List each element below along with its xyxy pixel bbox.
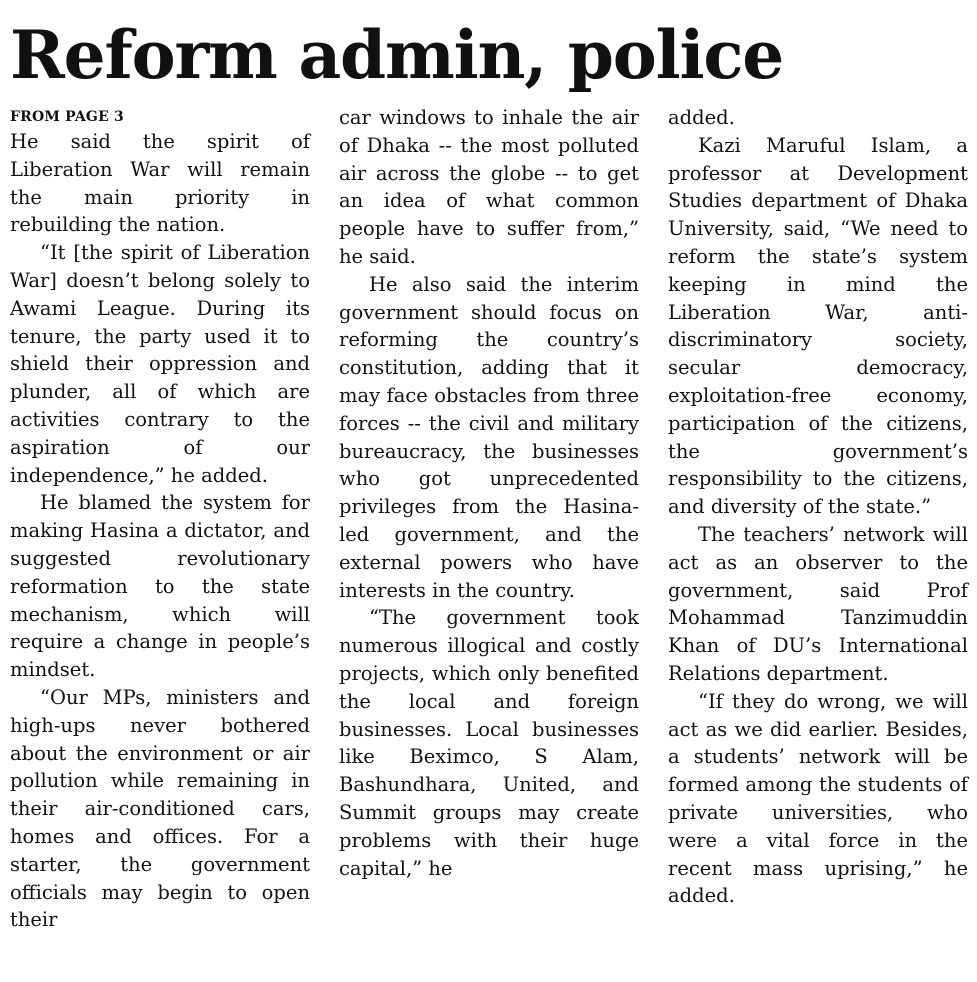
- paragraph: The teachers’ network will act as an observer to the government, said Prof Mohammad Tanzimuddin Khan of DU’s International Relations department.: [668, 522, 968, 685]
- paragraph: He also said the interim government should focus on reforming the country’s constitution, adding that it may face obstacles from three forces -- the civil and military bureaucracy, the businesses who got unprecedented privileges from the Hasina-led government, and the external powers who have interests in the country.: [339, 272, 639, 602]
- paragraph: “If they do wrong, we will act as we did earlier. Besides, a students’ network will be formed among the students of private universities, who were a vital force in the recent mass uprising,” he added.: [668, 689, 968, 908]
- continuation-kicker: FROM PAGE 3: [10, 109, 124, 125]
- paragraph: Kazi Maruful Islam, a professor at Development Studies department of Dhaka University, said, “We need to reform the state’s system keeping in mind the Liberation War, anti-discriminatory society, secular democracy, exploitation-free economy, participation of the citizens, the government’s responsibility to the citizens, and diversity of the state.”: [668, 133, 968, 519]
- paragraph: added.: [668, 106, 735, 129]
- paragraph: He said the spirit of Liberation War will remain the main priority in rebuilding the nation.: [10, 130, 310, 237]
- article-columns: [10, 104, 968, 934]
- headline: Reform admin, police: [10, 16, 784, 94]
- column-2: [339, 104, 639, 934]
- paragraph: “The government took numerous illogical and costly projects, which only benefited the local and foreign businesses. Local businesses like Beximco, S Alam, Bashundhara, United, and Summit groups may create problems with their huge capital,” he: [339, 606, 639, 880]
- column-1: [10, 104, 310, 934]
- paragraph: “It [the spirit of Liberation War] doesn’t belong solely to Awami League. During its tenure, the party used it to shield their oppression and plunder, all of which are activities contrary to the aspiration of our independence,” he added.: [10, 241, 310, 487]
- paragraph: “Our MPs, ministers and high-ups never bothered about the environment or air pollution while remaining in their air-conditioned cars, homes and offices. For a starter, the government officials may begin to open their: [10, 685, 310, 932]
- paragraph: He blamed the system for making Hasina a dictator, and suggested revolutionary reformation to the state mechanism, which will require a change in people’s mindset.: [10, 491, 310, 682]
- column-3: [668, 104, 968, 934]
- paragraph: car windows to inhale the air of Dhaka -- the most polluted air across the globe -- to get an idea of what common people have to suffer from,” he said.: [339, 106, 639, 268]
